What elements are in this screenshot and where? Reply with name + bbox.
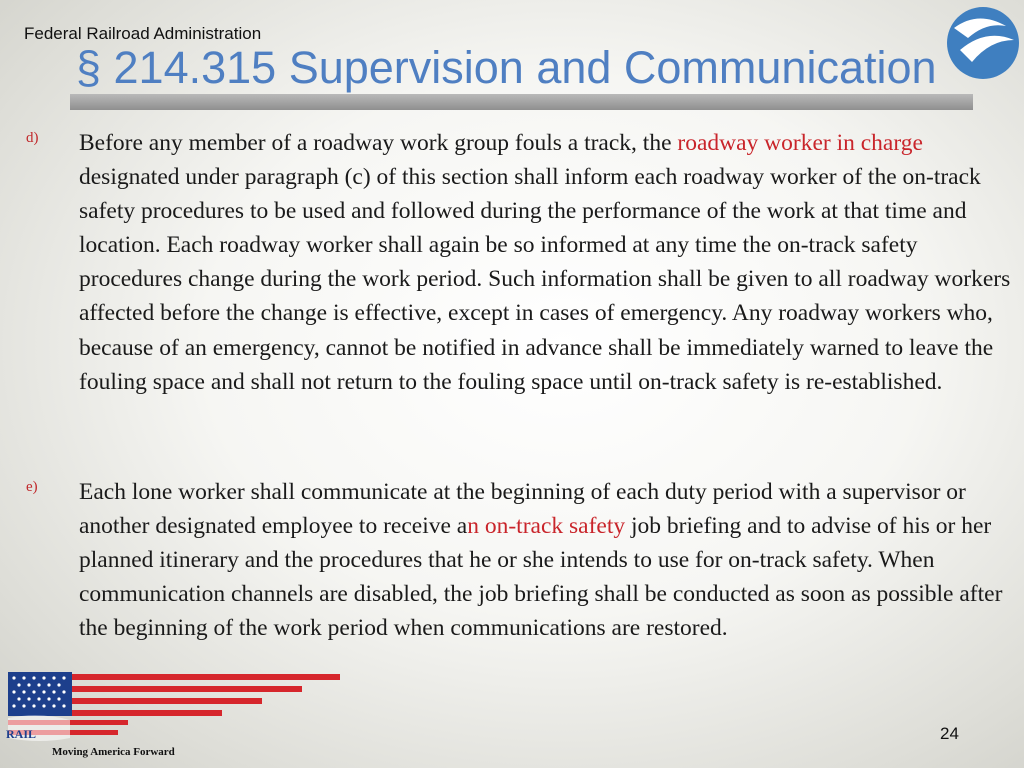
footer-tagline: Moving America Forward [52,746,175,758]
text-segment: Each lone worker shall communicate at the beginning of each duty period with a supervisor or another designated employee to receive a [79,479,966,540]
slide-title: § 214.315 Supervision and Communication [76,42,937,93]
text-segment: designated under paragraph (c) of this section shall inform each roadway worker of the on-track safety procedures to be used and followed during the performance of the work at that time and location. Each roadway worker shall again be so informed at any time the on-track safety procedures change during the work period. Such information shall be given to all roadway workers affected before the change is effective, except in cases of emergency. Any roadway workers who, because of an emergency, cannot be notified in advance shall be immediately warned to leave the fouling space and shall not return to the fouling space until on-track safety is re-established. [79,164,1011,395]
title-underline-bar [70,94,973,110]
text-segment: job briefing and to advise of his or her planned itinerary and the procedures that he or she intends to use for on-track safety. When communication channels are disabled, the job briefing shall be conducted as soon as possible after the beginning of the work period when communications are restored. [79,513,1003,642]
paragraph-label: d) [26,130,39,146]
highlighted-term: roadway worker in charge [677,130,923,156]
rail-logo-text: RAIL [6,727,37,741]
dot-logo-icon [946,6,1020,80]
highlighted-term: n on-track safety [467,513,626,540]
text-segment: Before any member of a roadway work group fouls a track, the [79,130,678,156]
organization-name: Federal Railroad Administration [24,24,262,43]
paragraph-e [26,475,1016,645]
paragraph-d [26,126,1016,399]
page-number: 24 [940,724,959,743]
paragraph-text [79,126,1016,399]
paragraph-label: e) [26,479,38,495]
paragraph-text [79,475,1016,645]
